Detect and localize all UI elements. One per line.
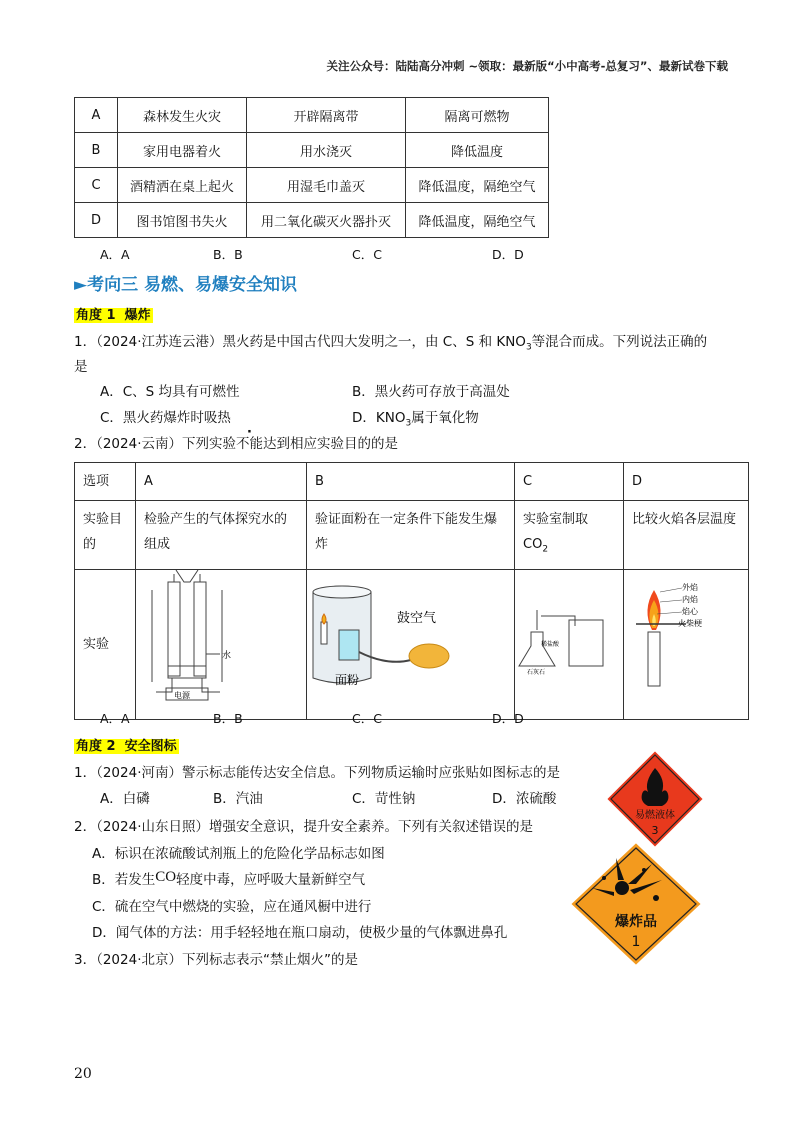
air-label: 鼓空气 — [397, 610, 437, 626]
flammable-liquid-sign — [604, 748, 706, 850]
question-4-option-b: B．若发生CO轻度中毒，应呼吸大量新鲜空气 — [92, 869, 366, 888]
question-3-stem: 1．（2024·河南）警示标志能传达安全信息。下列物质运输时应张贴如图标志的是 — [74, 765, 560, 781]
table-row — [75, 133, 549, 168]
table-row — [75, 168, 549, 203]
table-cell: 隔离可燃物 — [406, 98, 549, 133]
fire-extinguish-table — [74, 97, 549, 238]
question-4-option-a: A．标识在浓硫酸试剂瓶上的危险化学品标志如图 — [92, 846, 385, 862]
table-cell: C — [75, 168, 118, 203]
question-1-stem: 1．（2024·江苏连云港）黑火药是中国古代四大发明之一，由 C、S 和 $KNO_3$等混合而成。下列说法正确的 — [74, 334, 708, 353]
question-5-stem: 3．（2024·北京）下列标志表示“禁止烟火”的是 — [74, 952, 358, 968]
angle-tag: 角度 2 安全图标 — [76, 739, 177, 754]
electrolysis-apparatus-figure — [136, 570, 306, 710]
option-a: A．A — [100, 711, 130, 726]
sign-label: 爆炸品 — [615, 914, 657, 930]
angle-2-heading — [74, 735, 179, 754]
table-cell: 降低温度，隔绝空气 — [406, 203, 549, 238]
question-1-option-c: C．黑火药爆炸时吸热 — [100, 410, 231, 426]
table-cell: 检验产生的气体探究水的组成 — [136, 501, 307, 570]
experiment-c-cell — [515, 569, 624, 719]
sign-class-number: 1 — [631, 934, 641, 950]
question-3-option-c: C．苛性钠 — [352, 791, 416, 807]
option-b: B．B — [213, 247, 243, 262]
power-label: 电源 — [174, 690, 190, 700]
table-cell: C — [515, 463, 624, 501]
experiment-a-cell — [136, 569, 307, 719]
option-c: C．C — [352, 711, 382, 726]
table-cell: 选项 — [75, 463, 136, 501]
table-cell: A — [136, 463, 307, 501]
question-1-option-b: B．黑火药可存放于高温处 — [352, 384, 510, 400]
table-cell: 降低温度，隔绝空气 — [406, 168, 549, 203]
co2-generation-figure — [515, 570, 621, 710]
question-1-option-a: A．C、S 均具有可燃性 — [100, 384, 240, 400]
table-row — [75, 203, 549, 238]
table-cell: D — [75, 203, 118, 238]
angle-tag: 角度 1 爆炸 — [76, 308, 151, 323]
explosive-sign — [566, 840, 706, 970]
table-cell: 验证面粉在一定条件下能发生爆炸 — [307, 501, 515, 570]
question-3-option-a: A．白磷 — [100, 791, 150, 807]
angle-1-heading — [74, 304, 153, 323]
table-cell: 图书馆图书失火 — [118, 203, 247, 238]
question-3-option-b: B．汽油 — [213, 791, 263, 807]
question-4-option-c: C．硫在空气中燃烧的实验，应在通风橱中进行 — [92, 899, 372, 915]
stone-label: 石灰石 — [527, 668, 546, 676]
inner-flame-label: 内焰 — [682, 594, 698, 604]
table-cell: 用湿毛巾盖灭 — [247, 168, 406, 203]
page-number: 20 — [74, 1066, 92, 1082]
experiment-d-cell — [624, 569, 749, 719]
option-c: C．C — [352, 247, 382, 262]
table-cell: B — [307, 463, 515, 501]
option-d: D．D — [492, 711, 524, 726]
question-4-stem: 2．（2024·山东日照）增强安全意识，提升安全素养。下列有关叙述错误的是 — [74, 819, 533, 835]
table-cell: 家用电器着火 — [118, 133, 247, 168]
table-cell: 降低温度 — [406, 133, 549, 168]
table-cell: 实验室制取 $CO_2$ — [515, 501, 624, 570]
table-cell: 实验目的 — [75, 501, 136, 570]
option-d: D．D — [492, 247, 524, 262]
table-cell: 用二氧化碳灭火器扑灭 — [247, 203, 406, 238]
table-cell: B — [75, 133, 118, 168]
page-header: 关注公众号：陆陆高分冲刺 ~领取：最新版“小中高考-总复习”、最新试卷下载 — [326, 59, 728, 73]
emphasis-text: 不能 — [236, 436, 263, 452]
table-cell: 比较火焰各层温度 — [624, 501, 749, 570]
option-a: A．A — [100, 247, 130, 262]
table-cell: 酒精洒在桌上起火 — [118, 168, 247, 203]
question-2-stem: 2．（2024·云南）下列实验不能达到相应实验目的的是 — [74, 436, 398, 452]
matchstick-label: 火柴梗 — [678, 618, 702, 628]
table-cell: 开辟隔离带 — [247, 98, 406, 133]
flour-label: 面粉 — [335, 672, 360, 687]
sign-label: 易燃液体 — [635, 810, 675, 821]
table-cell: 用水浇灭 — [247, 133, 406, 168]
section-title: ►考向三 易燃、易爆安全知识 — [74, 275, 297, 295]
table-cell: 森林发生火灾 — [118, 98, 247, 133]
experiment-b-cell — [307, 569, 515, 719]
flame-core-label: 焰心 — [682, 606, 698, 616]
table-row — [75, 569, 749, 719]
candle-flame-figure — [624, 570, 748, 710]
acid-label: 稀盐酸 — [541, 640, 560, 648]
question-1-option-d: D．$KNO_3$属于氧化物 — [352, 410, 479, 429]
question-3-option-d: D．浓硫酸 — [492, 791, 557, 807]
table-row — [75, 463, 749, 501]
table-cell: 实验 — [75, 569, 136, 719]
table-row — [75, 98, 549, 133]
experiment-table — [74, 462, 749, 720]
question-4-option-d: D．闻气体的方法：用手轻轻地在瓶口扇动，使极少量的气体飘进鼻孔 — [92, 925, 508, 941]
outer-flame-label: 外焰 — [682, 582, 698, 592]
sign-class-number: 3 — [651, 824, 659, 837]
table-row — [75, 501, 749, 570]
water-label: 水 — [222, 650, 232, 661]
option-b: B．B — [213, 711, 243, 726]
table-cell: A — [75, 98, 118, 133]
flour-explosion-figure — [307, 570, 513, 710]
question-1-stem-cont: 是 — [74, 359, 88, 375]
table-cell: D — [624, 463, 749, 501]
